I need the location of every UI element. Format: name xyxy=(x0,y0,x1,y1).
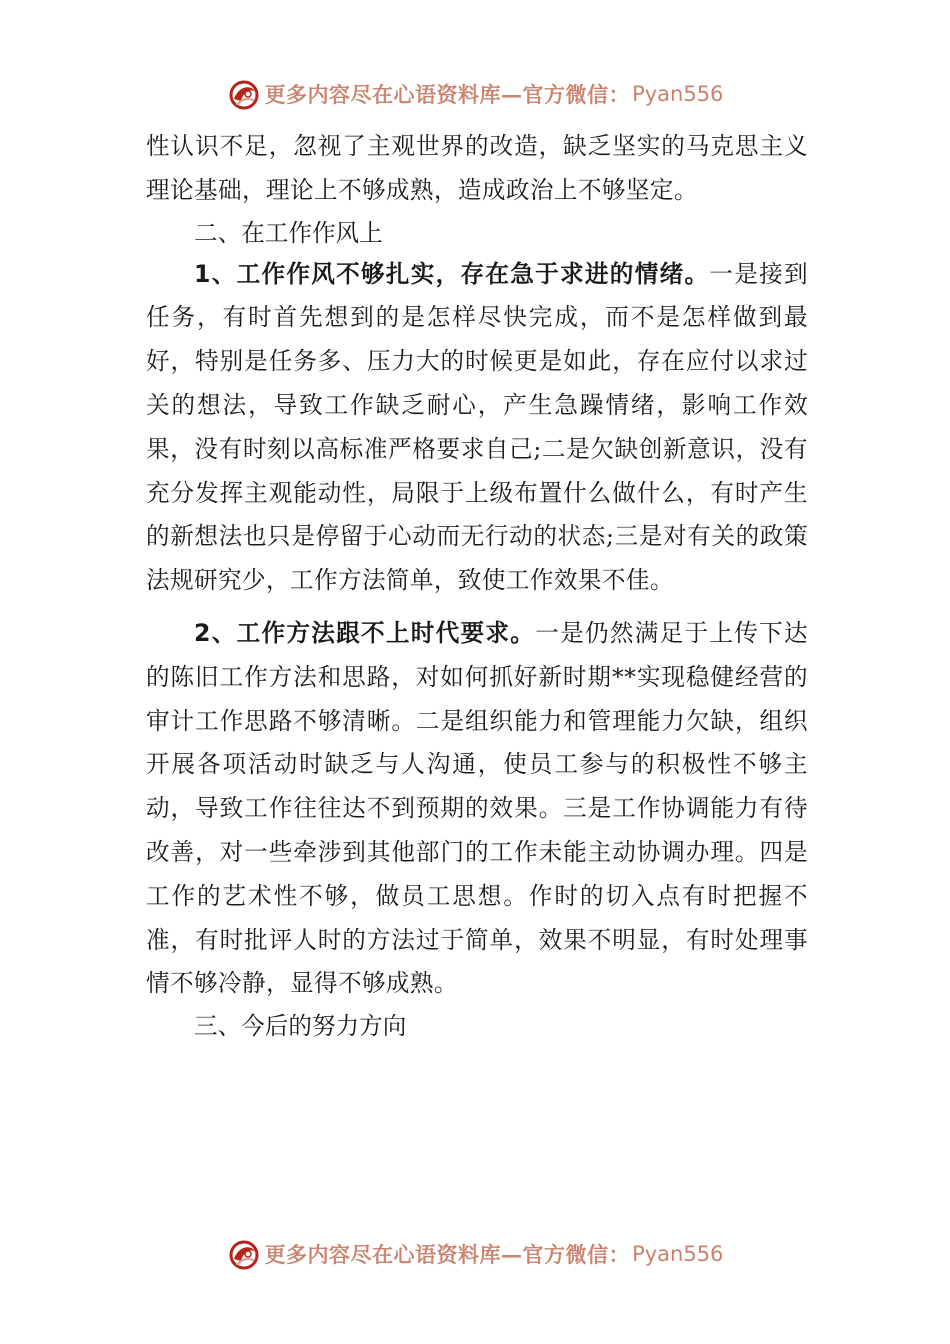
footer-banner xyxy=(0,1232,950,1276)
section2-heading: 二、在工作作风上 xyxy=(194,218,383,247)
section3-heading: 三、今后的努力方向 xyxy=(194,1012,407,1041)
document-body xyxy=(146,125,808,1046)
item2-text: 一是仍然满足于上传下达的陈旧工作方法和思路，对如何抓好新时期**实现稳健经营的审计工作思路不够清晰。二是组织能力和管理能力欠缺，组织开展各项活动时缺乏与人沟通，使员工参与的积极性不够主动，导致工作往往达不到预期的效果。三是工作协调能力有待改善，对一些牵涉到其他部门的工作未能主动协调办理。四是工作的艺术性不够，做员工思想。作时的切入点有时把握不准，有时批评人时的方法过于简单，效果不明显，有时处理事情不够冷静，显得不够成熟。 xyxy=(146,618,809,998)
banner-text: 更多内容尽在心语资料库—官方微信： xyxy=(264,1242,631,1267)
red-swirl-logo-icon xyxy=(227,77,261,111)
item1-title: 1、工作作风不够扎实，存在急于求进的情绪。 xyxy=(194,259,710,288)
wechat-id: Pyan556 xyxy=(632,1242,724,1266)
red-swirl-logo-icon xyxy=(227,1237,261,1271)
header-banner xyxy=(0,72,950,116)
item1-paragraph xyxy=(146,253,808,603)
item2-title: 2、工作方法跟不上时代要求。 xyxy=(194,618,536,647)
banner-text: 更多内容尽在心语资料库—官方微信： xyxy=(264,82,631,107)
item2-paragraph xyxy=(146,612,808,1006)
item1-text: 一是接到任务，有时首先想到的是怎样尽快完成，而不是怎样做到最好，特别是任务多、压力大的时候更是如此，存在应付以求过关的想法，导致工作缺乏耐心，产生急躁情绪，影响工作效果，没有时刻以高标准严格要求自己;二是欠缺创新意识，没有充分发挥主观能动性，局限于上级布置什么做什么，有时产生的新想法也只是停留于心动而无行动的状态;三是对有关的政策法规研究少，工作方法简单，致使工作效果不佳。 xyxy=(146,259,808,595)
wechat-id: Pyan556 xyxy=(632,82,724,106)
continuation-paragraph: 性认识不足，忽视了主观世界的改造，缺乏坚实的马克思主义理论基础，理论上不够成熟，造成政治上不够坚定。 xyxy=(146,132,808,204)
